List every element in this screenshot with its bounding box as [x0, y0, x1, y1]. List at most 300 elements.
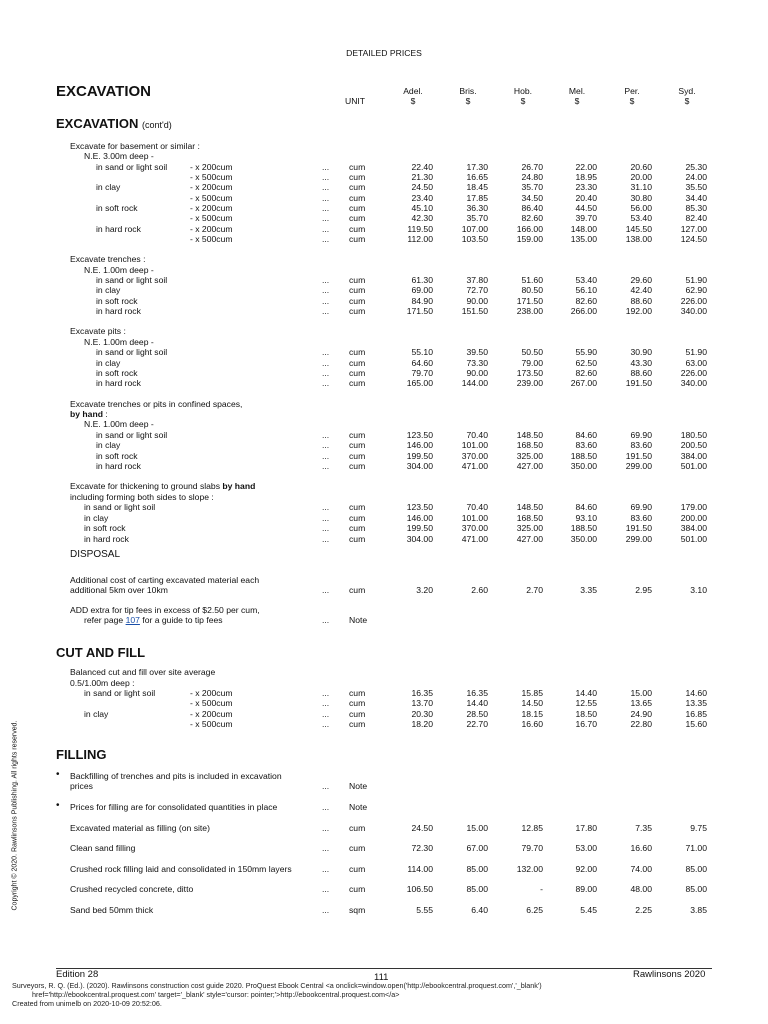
- price-cell: 304.00: [406, 534, 433, 544]
- unit-cell: cum: [349, 285, 366, 295]
- leader-dots: ...: [322, 193, 330, 203]
- description-text: in soft rock: [96, 451, 138, 461]
- price-cell: 13.65: [630, 698, 652, 708]
- description-text: ADD extra for tip fees in excess of $2.50 per cum,: [70, 605, 260, 615]
- price-cell: 173.50: [516, 368, 543, 378]
- price-cell: 51.90: [685, 275, 707, 285]
- price-cell: 148.50: [516, 502, 543, 512]
- price-cell: 72.70: [466, 285, 488, 295]
- page-title: DETAILED PRICES: [346, 48, 422, 58]
- price-cell: 14.40: [466, 698, 488, 708]
- price-cell: 179.00: [680, 502, 707, 512]
- quantity-range: - x 500cum: [190, 719, 233, 729]
- price-cell: 31.10: [630, 182, 652, 192]
- price-cell: 148.50: [516, 430, 543, 440]
- unit-cell: cum: [349, 193, 366, 203]
- description-text: Backfilling of trenches and pits is included in excavation: [70, 771, 282, 781]
- description-text: by hand: [70, 409, 103, 419]
- leader-dots: ...: [322, 781, 330, 791]
- price-cell: 51.90: [685, 347, 707, 357]
- leader-dots: ...: [322, 440, 330, 450]
- item-description: [84, 419, 154, 429]
- price-cell: 16.35: [466, 688, 488, 698]
- price-cell: 89.00: [575, 884, 597, 894]
- unit-cell: cum: [349, 378, 366, 388]
- price-cell: 84.60: [575, 502, 597, 512]
- description-text: Excavate pits :: [70, 326, 126, 336]
- item-description: [70, 141, 200, 151]
- item-description: [96, 275, 167, 285]
- price-cell: 325.00: [516, 523, 543, 533]
- price-cell: 350.00: [570, 461, 597, 471]
- description-text: in clay: [84, 709, 109, 719]
- price-cell: 35.50: [685, 182, 707, 192]
- item-description: [84, 523, 126, 533]
- unit-cell: cum: [349, 275, 366, 285]
- price-cell: 180.50: [680, 430, 707, 440]
- price-cell: 35.70: [466, 213, 488, 223]
- unit-cell: cum: [349, 368, 366, 378]
- leader-dots: ...: [322, 461, 330, 471]
- description-text: :: [102, 409, 108, 419]
- price-cell: 14.60: [685, 688, 707, 698]
- section-heading-excavation: EXCAVATION: [56, 83, 152, 100]
- leader-dots: ...: [322, 378, 330, 388]
- price-cell: 191.50: [625, 378, 652, 388]
- description-text: refer page: [84, 615, 126, 625]
- price-cell: 16.85: [685, 709, 707, 719]
- description-text: in clay: [96, 358, 121, 368]
- description-text: in clay: [96, 440, 121, 450]
- price-cell: 501.00: [680, 534, 707, 544]
- price-cell: 9.75: [690, 823, 707, 833]
- description-text: in hard rock: [84, 534, 129, 544]
- item-description: [70, 481, 255, 491]
- price-cell: -: [540, 884, 543, 894]
- price-cell: 192.00: [625, 306, 652, 316]
- price-cell: 85.00: [466, 884, 488, 894]
- price-cell: 168.50: [516, 440, 543, 450]
- unit-cell: sqm: [349, 905, 366, 915]
- price-cell: 103.50: [461, 234, 488, 244]
- unit-cell: cum: [349, 306, 366, 316]
- price-cell: 6.25: [526, 905, 543, 915]
- item-description: [96, 461, 141, 471]
- description-text: for a guide to tip fees: [139, 615, 223, 625]
- city-currency-header: $: [684, 96, 690, 106]
- city-currency-header: $: [465, 96, 471, 106]
- description-text: in hard rock: [96, 461, 141, 471]
- price-cell: 238.00: [516, 306, 543, 316]
- description-text: Sand bed 50mm thick: [70, 905, 154, 915]
- item-description: [96, 306, 141, 316]
- price-cell: 71.00: [685, 843, 707, 853]
- description-text: in clay: [84, 513, 109, 523]
- price-cell: 427.00: [516, 461, 543, 471]
- price-cell: 13.35: [685, 698, 707, 708]
- unit-cell: cum: [349, 358, 366, 368]
- description-text: in soft rock: [96, 368, 138, 378]
- page-reference-link[interactable]: 107: [125, 615, 140, 625]
- price-cell: 37.80: [466, 275, 488, 285]
- price-cell: 2.95: [635, 585, 652, 595]
- price-cell: 14.40: [575, 688, 597, 698]
- unit-column-header: UNIT: [345, 96, 366, 106]
- price-cell: 16.70: [575, 719, 597, 729]
- unit-cell: cum: [349, 296, 366, 306]
- description-text: Crushed rock filling laid and consolidated in 150mm layers: [70, 864, 292, 874]
- item-description: [84, 615, 223, 625]
- unit-cell: cum: [349, 523, 366, 533]
- price-cell: 191.50: [625, 523, 652, 533]
- city-currency-header: $: [574, 96, 580, 106]
- price-cell: 69.90: [630, 502, 652, 512]
- price-cell: 53.40: [575, 275, 597, 285]
- price-cell: 55.10: [411, 347, 433, 357]
- price-cell: 12.85: [521, 823, 543, 833]
- price-cell: 165.00: [406, 378, 433, 388]
- price-cell: 23.30: [575, 182, 597, 192]
- unit-cell: cum: [349, 172, 366, 182]
- item-description: [70, 326, 126, 336]
- price-cell: 16.60: [630, 843, 652, 853]
- leader-dots: ...: [322, 451, 330, 461]
- price-cell: 70.40: [466, 502, 488, 512]
- price-cell: 51.60: [521, 275, 543, 285]
- item-description: [70, 409, 108, 419]
- price-cell: 5.55: [416, 905, 433, 915]
- price-cell: 138.00: [625, 234, 652, 244]
- price-cell: 114.00: [407, 864, 433, 874]
- item-description: [70, 884, 193, 894]
- unit-cell: cum: [349, 585, 366, 595]
- item-description: [70, 254, 145, 264]
- price-cell: 199.50: [406, 451, 433, 461]
- price-cell: 15.85: [521, 688, 543, 698]
- item-description: [70, 864, 292, 874]
- price-cell: 200.00: [680, 513, 707, 523]
- unit-cell: cum: [349, 451, 366, 461]
- price-cell: 18.95: [575, 172, 597, 182]
- price-cell: 85.00: [685, 884, 707, 894]
- item-description: [96, 440, 120, 450]
- subsection-title: EXCAVATION: [56, 116, 139, 131]
- item-description: [56, 769, 282, 781]
- description-text: Clean sand filling: [70, 843, 136, 853]
- price-cell: 18.20: [411, 719, 433, 729]
- price-cell: 370.00: [461, 451, 488, 461]
- price-cell: 145.50: [625, 224, 652, 234]
- price-cell: 82.40: [685, 213, 707, 223]
- item-description: [70, 823, 210, 833]
- price-cell: 20.40: [575, 193, 597, 203]
- price-cell: 20.60: [630, 162, 652, 172]
- description-text: Excavate trenches or pits in confined spaces,: [70, 399, 243, 409]
- price-cell: 107.00: [461, 224, 488, 234]
- leader-dots: ...: [322, 296, 330, 306]
- price-cell: 146.00: [406, 440, 433, 450]
- price-cell: 384.00: [680, 523, 707, 533]
- unit-cell: cum: [349, 430, 366, 440]
- price-cell: 17.30: [466, 162, 488, 172]
- description-text: 0.5/1.00m deep :: [70, 678, 135, 688]
- price-cell: 62.90: [685, 285, 707, 295]
- item-description: [56, 800, 278, 812]
- item-description: [70, 781, 93, 791]
- unit-cell: Note: [349, 802, 368, 812]
- leader-dots: ...: [322, 534, 330, 544]
- price-cell: 63.00: [685, 358, 707, 368]
- price-cell: 471.00: [461, 534, 488, 544]
- price-cell: 384.00: [680, 451, 707, 461]
- price-cell: 42.40: [630, 285, 652, 295]
- description-text: including forming both sides to slope :: [70, 492, 214, 502]
- source-line-3: Created from unimelb on 2020-10-09 20:52:06.: [12, 999, 162, 1008]
- description-text: Prices for filling are for consolidated quantities in place: [70, 802, 278, 812]
- unit-cell: Note: [349, 615, 368, 625]
- price-cell: 2.70: [526, 585, 543, 595]
- description-text: N.E. 1.00m deep -: [84, 265, 154, 275]
- bullet-icon: •: [56, 769, 60, 780]
- price-cell: 199.50: [406, 523, 433, 533]
- city-currency-header: $: [629, 96, 635, 106]
- leader-dots: ...: [322, 285, 330, 295]
- price-cell: 55.90: [575, 347, 597, 357]
- price-cell: 39.50: [466, 347, 488, 357]
- price-cell: 471.00: [461, 461, 488, 471]
- price-cell: 73.30: [466, 358, 488, 368]
- price-cell: 188.50: [570, 523, 597, 533]
- price-cell: 325.00: [516, 451, 543, 461]
- price-cell: 62.50: [575, 358, 597, 368]
- price-cell: 44.50: [575, 203, 597, 213]
- price-cell: 135.00: [570, 234, 597, 244]
- leader-dots: ...: [322, 224, 330, 234]
- unit-cell: cum: [349, 203, 366, 213]
- source-line-2: href='http://ebookcentral.proquest.com' target='_blank' style='cursor: pointer;'>http://ebookcentral.proquest.com</a>: [32, 990, 400, 999]
- item-description: [84, 502, 155, 512]
- city-name-header: Adel.: [403, 86, 423, 96]
- leader-dots: ...: [322, 698, 330, 708]
- item-description: [96, 358, 120, 368]
- item-description: [70, 605, 260, 615]
- price-cell: 69.00: [411, 285, 433, 295]
- leader-dots: ...: [322, 864, 330, 874]
- price-cell: 79.70: [521, 843, 543, 853]
- description-text: N.E. 1.00m deep -: [84, 337, 154, 347]
- price-cell: 92.00: [575, 864, 597, 874]
- city-name-header: Per.: [624, 86, 640, 96]
- description-text: Excavated material as filling (on site): [70, 823, 210, 833]
- price-cell: 29.60: [630, 275, 652, 285]
- price-cell: 83.60: [630, 513, 652, 523]
- price-cell: 84.90: [411, 296, 433, 306]
- price-cell: 70.40: [466, 430, 488, 440]
- unit-cell: cum: [349, 698, 366, 708]
- city-name-header: Bris.: [459, 86, 477, 96]
- description-text: Additional cost of carting excavated material each: [70, 575, 260, 585]
- item-description: [96, 285, 120, 295]
- leader-dots: ...: [322, 368, 330, 378]
- quantity-range: - x 200cum: [190, 688, 233, 698]
- bullet-icon: •: [56, 800, 60, 811]
- description-text: in sand or light soil: [96, 347, 168, 357]
- price-cell: 168.50: [516, 513, 543, 523]
- subheading-disposal: [70, 549, 120, 560]
- price-cell: 171.50: [516, 296, 543, 306]
- item-description: [70, 678, 135, 688]
- item-description: [96, 378, 141, 388]
- price-cell: 171.50: [406, 306, 433, 316]
- source-line-1: Surveyors, R. Q. (Ed.). (2020). Rawlinsons construction cost guide 2020. ProQuest Ebook Central <a onclick=window.open('http://ebookcentral.proquest.com','_blank'): [12, 981, 542, 990]
- price-cell: 83.60: [630, 440, 652, 450]
- description-text: additional 5km over 10km: [70, 585, 168, 595]
- unit-cell: cum: [349, 461, 366, 471]
- unit-cell: cum: [349, 864, 366, 874]
- description-text: in sand or light soil: [96, 275, 168, 285]
- item-description: [70, 492, 214, 502]
- price-cell: 7.35: [635, 823, 652, 833]
- leader-dots: ...: [322, 172, 330, 182]
- price-cell: 82.60: [521, 213, 543, 223]
- item-description: [96, 430, 167, 440]
- quantity-range: - x 200cum: [190, 709, 233, 719]
- price-cell: 144.00: [461, 378, 488, 388]
- item-description: [84, 337, 154, 347]
- price-cell: 340.00: [680, 306, 707, 316]
- price-cell: 267.00: [570, 378, 597, 388]
- item-description: [96, 347, 167, 357]
- item-description: [96, 162, 167, 172]
- price-cell: 53.00: [575, 843, 597, 853]
- price-cell: 86.40: [521, 203, 543, 213]
- description-text: in soft rock: [84, 523, 126, 533]
- quantity-range: - x 500cum: [190, 698, 233, 708]
- description-text: Excavate trenches :: [70, 254, 146, 264]
- price-cell: 15.00: [466, 823, 488, 833]
- price-cell: 25.30: [685, 162, 707, 172]
- price-cell: 226.00: [680, 368, 707, 378]
- item-description: [84, 688, 155, 698]
- description-text: DISPOSAL: [70, 549, 121, 560]
- description-text: in hard rock: [96, 378, 141, 388]
- city-name-header: Syd.: [678, 86, 696, 96]
- price-cell: 350.00: [570, 534, 597, 544]
- unit-cell: cum: [349, 234, 366, 244]
- price-cell: 30.90: [630, 347, 652, 357]
- city-currency-header: $: [520, 96, 526, 106]
- price-cell: 200.50: [680, 440, 707, 450]
- description-text: in clay: [96, 182, 121, 192]
- unit-cell: cum: [349, 347, 366, 357]
- unit-cell: cum: [349, 719, 366, 729]
- price-cell: 3.35: [580, 585, 597, 595]
- price-cell: 226.00: [680, 296, 707, 306]
- leader-dots: ...: [322, 213, 330, 223]
- price-cell: 90.00: [466, 296, 488, 306]
- description-text: Crushed recycled concrete, ditto: [70, 884, 194, 894]
- unit-cell: Note: [349, 781, 368, 791]
- price-cell: 88.60: [630, 296, 652, 306]
- price-cell: 39.70: [575, 213, 597, 223]
- leader-dots: ...: [322, 823, 330, 833]
- price-cell: 24.00: [685, 172, 707, 182]
- item-description: [96, 203, 138, 213]
- price-cell: 34.40: [685, 193, 707, 203]
- copyright-notice: Copyright © 2020. Rawlinsons Publishing. All rights reserved.: [11, 720, 19, 911]
- price-cell: 22.80: [630, 719, 652, 729]
- price-cell: 53.40: [630, 213, 652, 223]
- item-description: [96, 182, 120, 192]
- item-description: [70, 843, 135, 853]
- price-cell: 340.00: [680, 378, 707, 388]
- price-cell: 127.00: [680, 224, 707, 234]
- price-cell: 427.00: [516, 534, 543, 544]
- price-cell: 123.50: [406, 502, 433, 512]
- leader-dots: ...: [322, 306, 330, 316]
- price-cell: 266.00: [570, 306, 597, 316]
- price-cell: 21.30: [411, 172, 433, 182]
- price-cell: 112.00: [407, 234, 433, 244]
- unit-cell: cum: [349, 440, 366, 450]
- city-name-header: Hob.: [513, 86, 533, 96]
- description-text: Balanced cut and fill over site average: [70, 667, 216, 677]
- price-cell: 3.85: [690, 905, 707, 915]
- price-cell: 299.00: [625, 461, 652, 471]
- price-cell: 93.10: [575, 513, 597, 523]
- description-text: in clay: [96, 285, 121, 295]
- item-description: [70, 667, 215, 677]
- description-text-bold: by hand: [222, 481, 256, 491]
- leader-dots: ...: [322, 884, 330, 894]
- subsection-cont: (cont'd): [141, 120, 172, 130]
- item-description: [70, 399, 242, 409]
- description-text: in sand or light soil: [96, 162, 168, 172]
- price-cell: 85.00: [466, 864, 488, 874]
- price-cell: 119.50: [407, 224, 433, 234]
- unit-cell: cum: [349, 224, 366, 234]
- leader-dots: ...: [322, 234, 330, 244]
- unit-cell: cum: [349, 162, 366, 172]
- price-cell: 64.60: [411, 358, 433, 368]
- price-cell: 12.55: [575, 698, 597, 708]
- price-cell: 24.90: [630, 709, 652, 719]
- unit-cell: cum: [349, 709, 366, 719]
- price-cell: 166.00: [516, 224, 543, 234]
- price-cell: 3.10: [690, 585, 707, 595]
- price-cell: 22.40: [411, 162, 433, 172]
- section-heading: FILLING: [56, 747, 107, 762]
- quantity-range: - x 500cum: [190, 172, 233, 182]
- price-cell: 35.70: [521, 182, 543, 192]
- price-cell: 16.65: [466, 172, 488, 182]
- section-heading: CUT AND FILL: [56, 645, 146, 660]
- price-cell: 17.85: [466, 193, 488, 203]
- description-text: N.E. 3.00m deep -: [84, 151, 154, 161]
- unit-cell: cum: [349, 688, 366, 698]
- price-cell: 5.45: [580, 905, 597, 915]
- leader-dots: ...: [322, 709, 330, 719]
- item-description: [84, 513, 108, 523]
- description-text: in sand or light soil: [84, 688, 156, 698]
- price-cell: 16.35: [411, 688, 433, 698]
- unit-cell: cum: [349, 213, 366, 223]
- unit-cell: cum: [349, 843, 366, 853]
- price-cell: 101.00: [461, 513, 488, 523]
- subsection-heading: [56, 116, 172, 131]
- item-description: [70, 575, 259, 585]
- price-cell: 82.60: [575, 368, 597, 378]
